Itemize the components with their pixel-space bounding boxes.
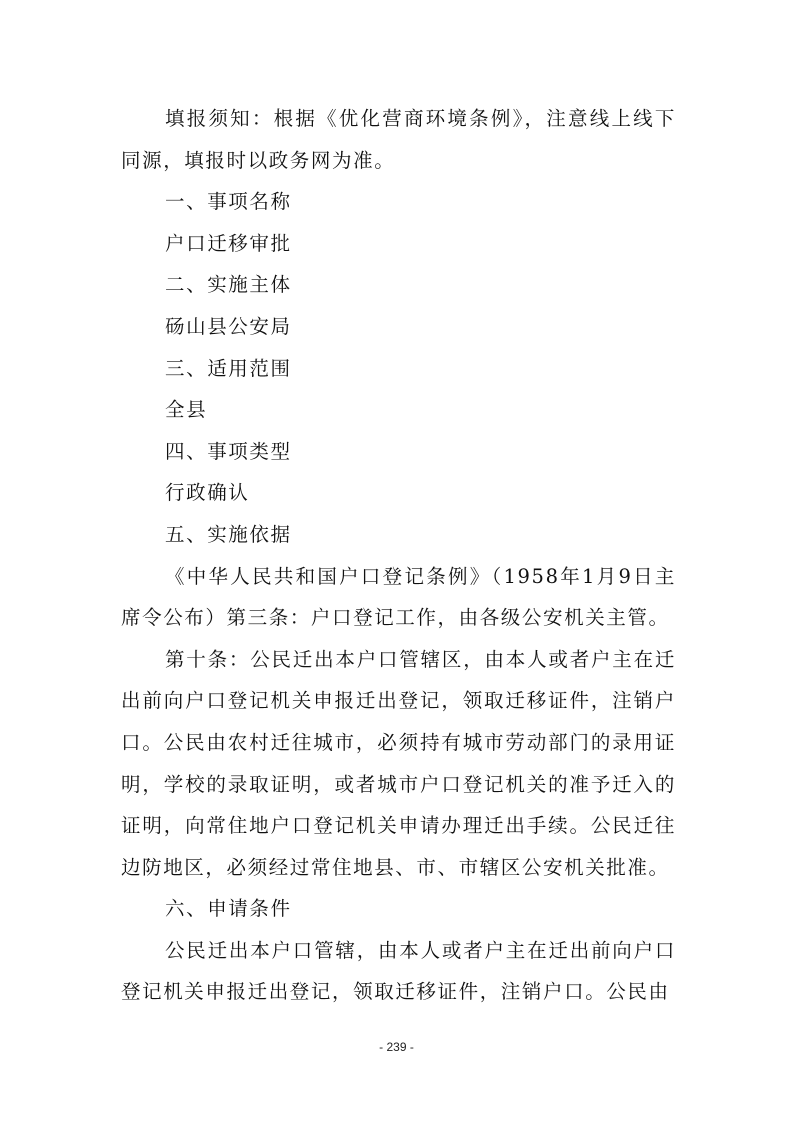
scope-value: 全县: [165, 398, 208, 422]
application-conditions-text: 公民迁出本户口管辖，由本人或者户主在迁出前向户口登记机关申报迁出登记，领取迁移证件，注销户口。公民由: [121, 938, 676, 1004]
page-number: - 239 -: [379, 1040, 414, 1054]
item-name-value: 户口迁移审批: [165, 231, 292, 255]
implementing-body-value: 砀山县公安局: [165, 314, 292, 338]
section-heading-conditions: 六、申请条件: [165, 897, 292, 921]
legal-basis-article-3: 《中华人民共和国户口登记条例》（1958年1月9日主席令公布）第三条：户口登记工作，由各级公安机关主管。: [121, 564, 676, 630]
section-heading-item-name: 一、事项名称: [165, 190, 292, 214]
section-heading-legal-basis: 五、实施依据: [165, 522, 292, 546]
item-type-value: 行政确认: [165, 481, 250, 505]
section-heading-item-type: 四、事项类型: [165, 439, 292, 463]
document-body: [121, 98, 676, 1013]
filling-notice: 填报须知：根据《优化营商环境条例》，注意线上线下同源，填报时以政务网为准。: [121, 107, 676, 172]
section-heading-scope: 三、适用范围: [165, 356, 292, 380]
legal-basis-article-10: 第十条：公民迁出本户口管辖区，由本人或者户主在迁出前向户口登记机关申报迁出登记，领取迁移证件，注销户口。公民由农村迁往城市，必须持有城市劳动部门的录用证明，学校的录取证明，或者城市户口登记机关的准予迁入的证明，向常住地户口登记机关申请办理迁出手续。公民迁往边防地区，必须经过常住地县、市、市辖区公安机关批准。: [121, 647, 676, 879]
section-heading-implementing-body: 二、实施主体: [165, 273, 292, 297]
